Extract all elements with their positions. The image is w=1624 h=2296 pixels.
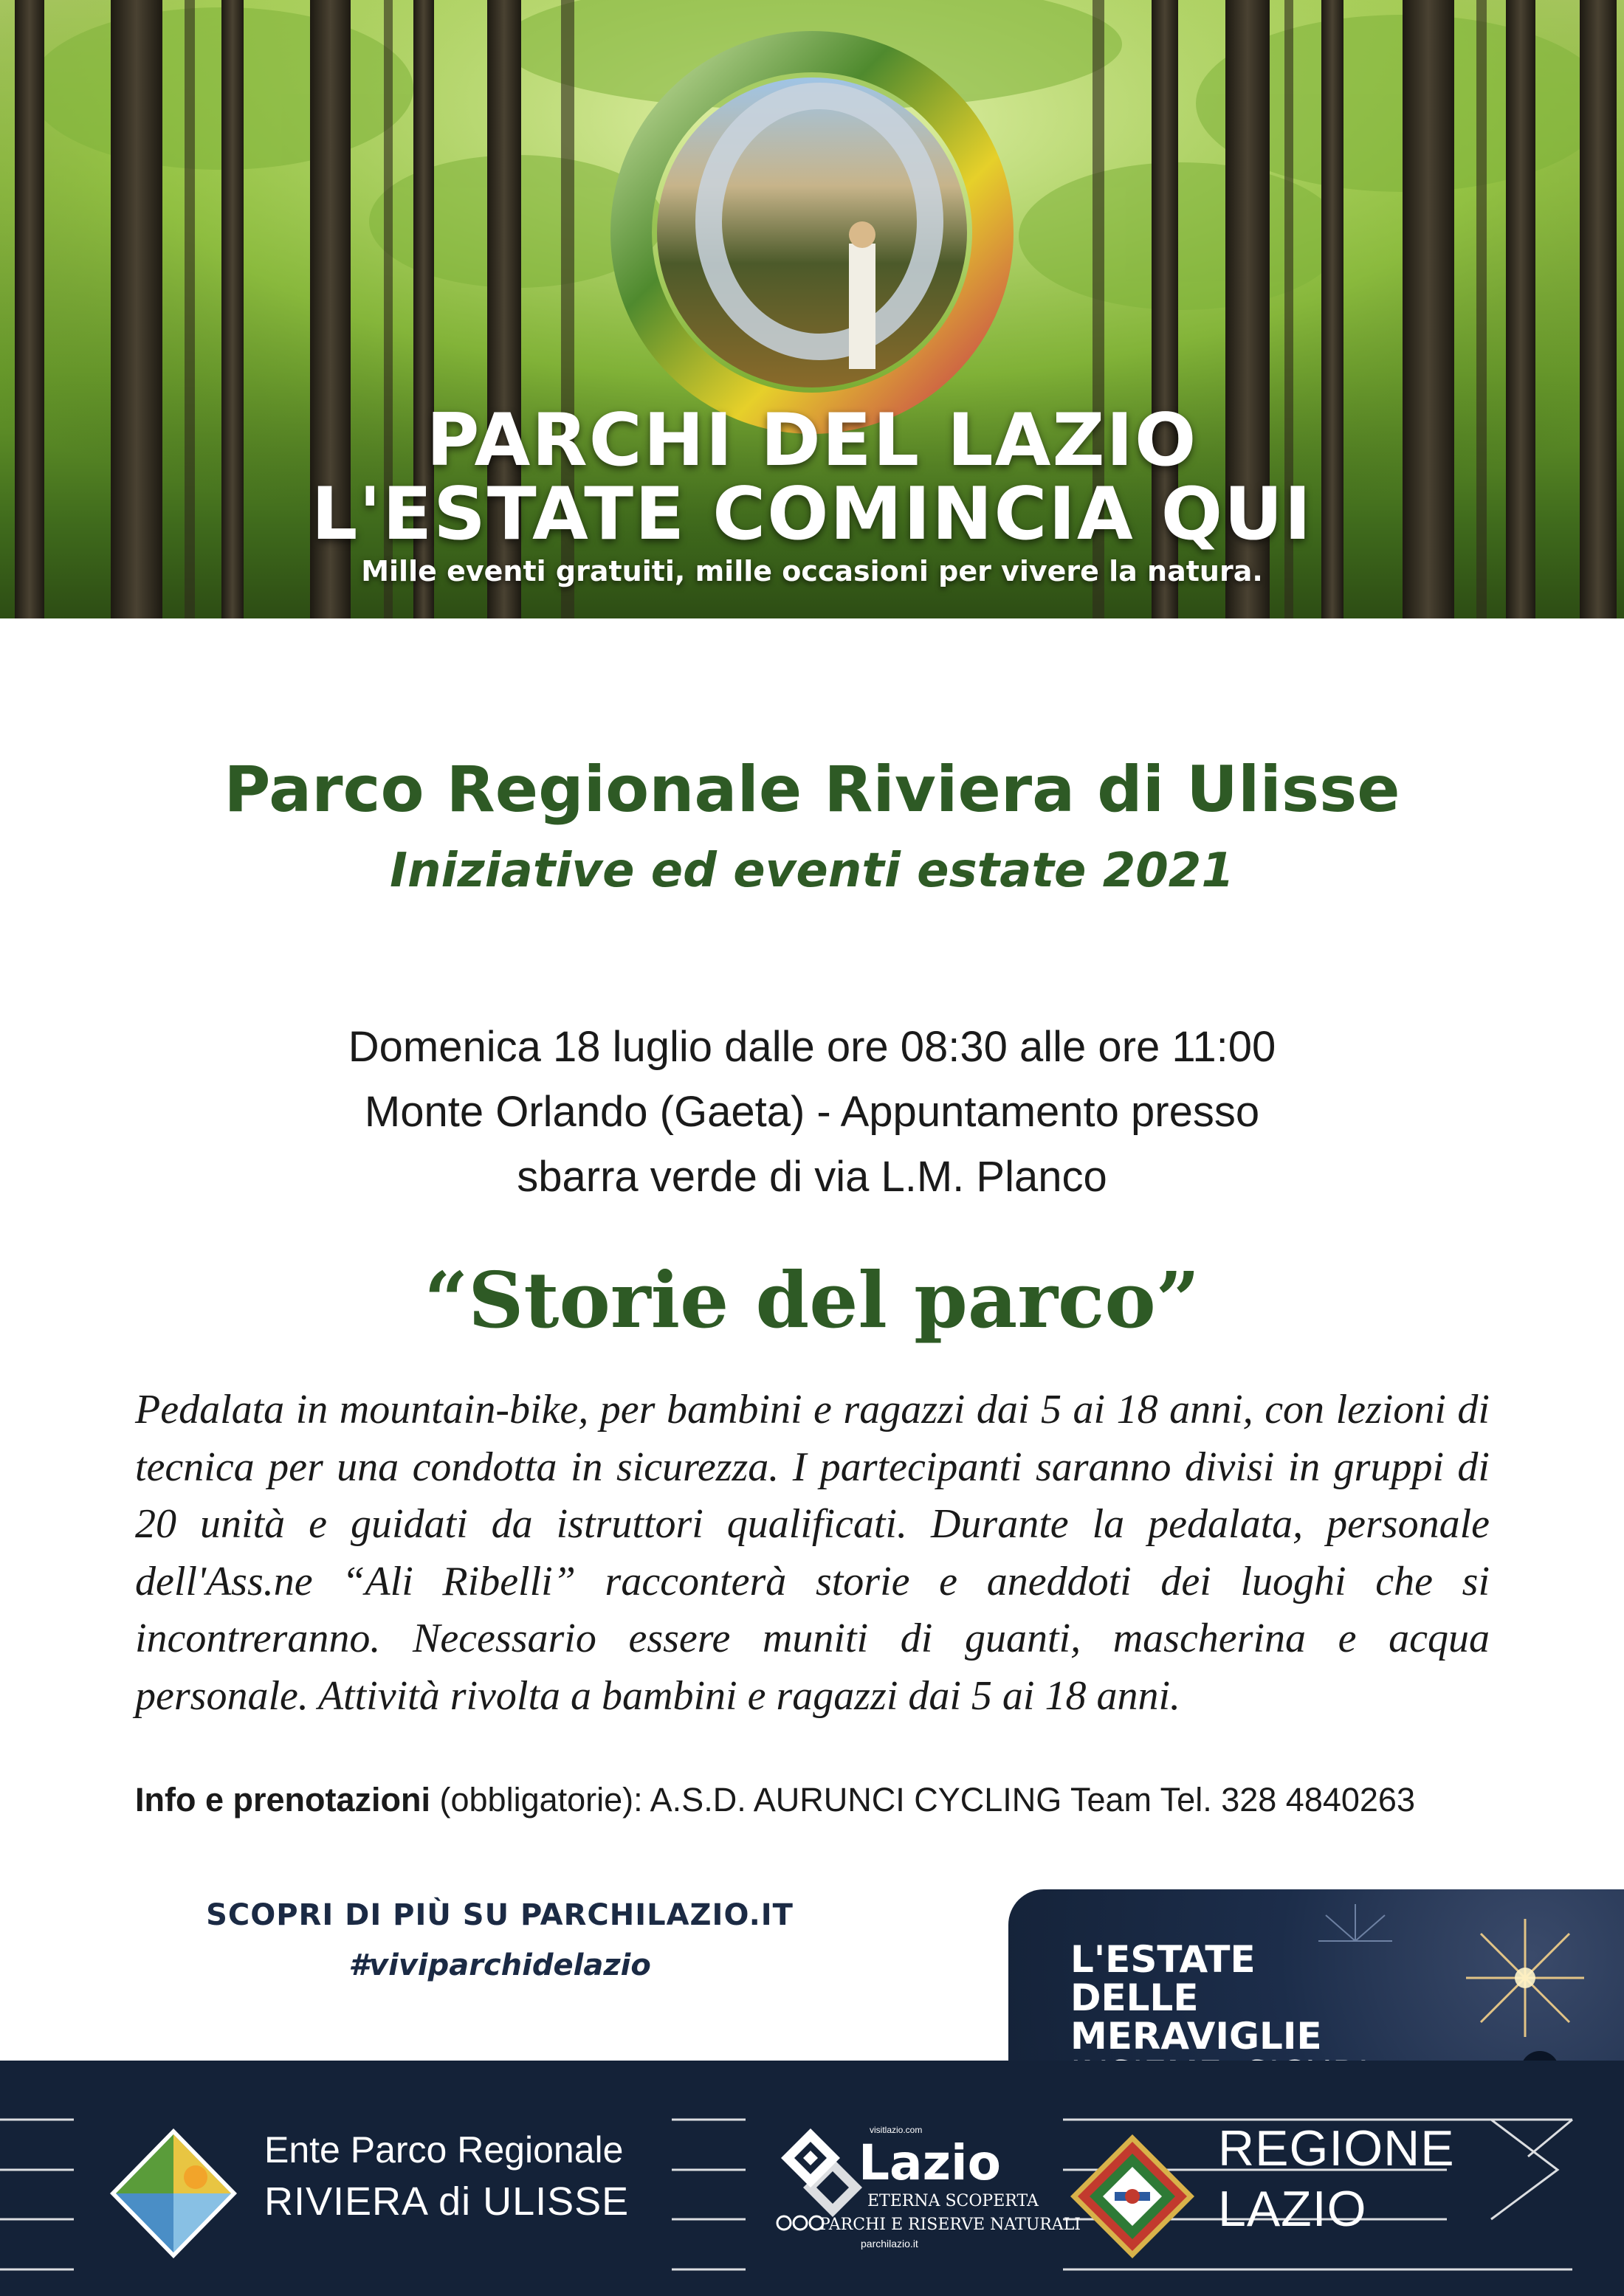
park-name: Parco Regionale Riviera di Ulisse xyxy=(224,753,1400,827)
event-when xyxy=(0,1015,1624,1210)
estate-line2: DELLE xyxy=(1070,1976,1199,2019)
event-meeting-point: sbarra verde di via L.M. Planco xyxy=(517,1153,1107,1201)
footer-bar xyxy=(0,2061,1624,2296)
regione-line2: LAZIO xyxy=(1218,2181,1367,2237)
booking-info xyxy=(135,1781,1501,1819)
lazio-wordmark: Lazio xyxy=(859,2134,1001,2191)
lazio-tagline: ETERNA SCOPERTA xyxy=(867,2192,1039,2210)
parchilazio-url: parchilazio.it xyxy=(861,2238,918,2250)
footer-decorations xyxy=(0,2061,1624,2296)
hashtag: #viviparchidelazio xyxy=(348,1948,651,1982)
booking-info-label: Info e prenotazioni xyxy=(135,1781,430,1818)
hero-title-line1: PARCHI DEL LAZIO xyxy=(426,399,1198,483)
event-date: Domenica 18 luglio dalle ore 08:30 alle ore 11:00 xyxy=(348,1023,1276,1071)
event-place: Monte Orlando (Gaeta) - Appuntamento presso xyxy=(364,1088,1260,1136)
regione-line1: REGIONE xyxy=(1218,2120,1455,2176)
visitlazio-text: visitlazio.com xyxy=(870,2125,923,2135)
event-description: Pedalata in mountain-bike, per bambini e ragazzi dai 5 ai 18 anni, con lezioni di tecnica per una condotta in sicurezza. I partecipanti saranno divisi in gruppi di 20 unità e guidati da istruttori qualificati. Durante la pedalata, personale dell'Ass.ne “Ali Ribelli” racconterà storie e aneddoti dei luoghi che si incontreranno. Necessario essere muniti di guanti, mascherina e acqua personale. Attività rivolta a bambini e ragazzi dai 5 ai 18 anni. xyxy=(135,1387,1490,1719)
event-title: “Storie del parco” xyxy=(424,1255,1200,1345)
ente-parco-logo xyxy=(110,2128,237,2258)
hero-banner xyxy=(0,0,1624,618)
ente-parco-line2: RIVIERA di ULISSE xyxy=(264,2179,630,2224)
ente-parco-line1: Ente Parco Regionale xyxy=(264,2129,624,2171)
discover-link[interactable]: SCOPRI DI PIÙ SU PARCHILAZIO.IT xyxy=(206,1898,794,1932)
booking-info-text: (obbligatorie): A.S.D. AURUNCI CYCLING Team Tel. 328 4840263 xyxy=(430,1781,1415,1818)
hero-subtitle: Mille eventi gratuiti, mille occasioni per vivere la natura. xyxy=(361,555,1263,587)
park-subtitle: Iniziative ed eventi estate 2021 xyxy=(390,844,1234,898)
hero-title-line2: L'ESTATE COMINCIA QUI xyxy=(311,472,1313,556)
estate-line1: L'ESTATE xyxy=(1070,1938,1256,1981)
estate-line3: MERAVIGLIE xyxy=(1070,2015,1322,2058)
lazio-parchi-text: PARCHI E RISERVE NATURALI xyxy=(819,2216,1081,2234)
